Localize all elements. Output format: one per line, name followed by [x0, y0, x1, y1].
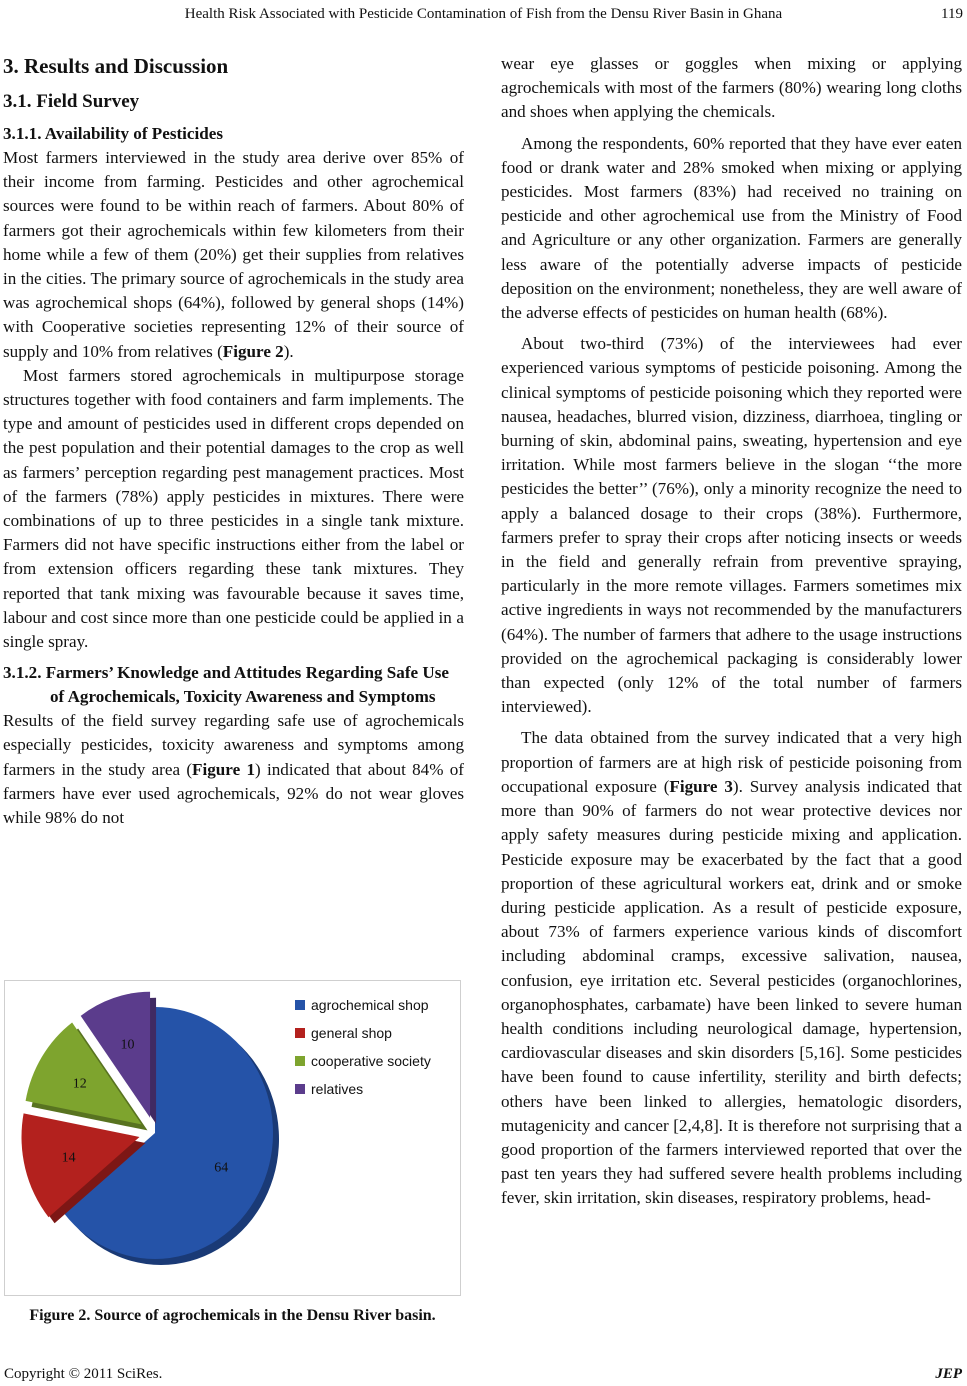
legend-item	[295, 991, 431, 1019]
chart-legend	[295, 991, 431, 1103]
right-column	[501, 52, 962, 1211]
section-heading: 3. Results and Discussion	[3, 54, 229, 78]
pie-slice-label: 10	[120, 1037, 135, 1053]
subsubsection-heading-availability: 3.1.1. Availability of Pesticides	[3, 124, 223, 143]
legend-swatch	[295, 1084, 305, 1094]
legend-label: agrochemical shop	[311, 997, 429, 1013]
legend-label: general shop	[311, 1025, 392, 1041]
pie-slice-label: 14	[61, 1150, 76, 1166]
copyright: Copyright © 2011 SciRes.	[4, 1366, 163, 1382]
figure-caption: Figure 2. Source of agrochemicals in the Densu River basin.	[29, 1307, 436, 1324]
legend-swatch	[295, 1000, 305, 1010]
subsection-heading-field-survey: 3.1. Field Survey	[3, 91, 140, 112]
running-head	[0, 6, 967, 28]
journal-abbrev: JEP	[935, 1366, 962, 1382]
paragraph-protection: wear eye glasses or goggles when mixing or applying agrochemicals with most of the farmers (80%) wearing long cloths and shoes when applying the chemicals.	[501, 54, 962, 122]
legend-swatch	[295, 1056, 305, 1066]
legend-item	[295, 1075, 431, 1103]
pie-slice-label: 64	[214, 1160, 229, 1176]
running-title: Health Risk Associated with Pesticide Contamination of Fish from the Densu River Basin in Ghana	[184, 6, 783, 22]
pie-slice-label: 12	[72, 1076, 87, 1092]
paragraph-training: Among the respondents, 60% reported that they have ever eaten food or drank water and 28% smoked when mixing or applying pesticides. Most farmers (83%) had received no training on pesticide and other agrochemical use from the Ministry of Food and Agriculture or any other organization. Farmers are generally less aware of the potentially adverse impacts of pesticide deposition on the environment; nonetheless, they are well aware of the adverse effects of pesticides on human health (68%).	[501, 133, 962, 323]
paragraph-exposure: The data obtained from the survey indicated that a very high proportion of farmers are at high risk of pesticide poisoning from occupational exposure (Figure 3). Survey analysis indicated that more than 90% of farmers do not wear protective devices nor apply safety measures during pesticide mixing and application. Pesticide exposure may be exacerbated by the fact that a good proportion of these agricultural workers eat, drink and or smoke during pesticide application. As a result of pesticide exposure, about 73% of farmers experience various kinds of discomfort including abdominal cramps, excessive salivation, nausea, confusion, eye irritation etc. Several pesticides (organochlorines, organophosphates, carbamate) have been linked to severe human health conditions including neurological damage, hypertension, cardiovascular diseases and skin disorders [5,16]. Some pesticides have been found to cause infertility, sterility and birth defects; others have been linked to allergies, hematologic disorders, mutagenicity and cancer [2,4,8]. It is therefore not surprising that a good proportion of the farmers interviewed reported that over the past ten years they had suffered severe health problems including fever, skin irritation, skin diseases, respiratory problems, head-	[501, 728, 962, 1208]
page-number: 119	[941, 6, 963, 22]
paragraph-knowledge: Results of the field survey regarding safe use of agrochemicals especially pesticides, toxicity awareness and symptoms among farmers in the study area (Figure 1) indicated that about 84% of farmers have ever used agrochemicals, 92% do not wear gloves while 98% do not	[3, 711, 464, 828]
legend-label: cooperative society	[311, 1053, 431, 1069]
legend-label: relatives	[311, 1081, 364, 1097]
legend-swatch	[295, 1028, 305, 1038]
figure-1-ref[interactable]: Figure 1	[192, 759, 255, 779]
paragraph-availability: Most farmers interviewed in the study area derive over 85% of their income from farming. Pesticides and other agrochemical sources were found to be within reach of farmers. About 80% of farmers got their agrochemicals within few kilometers from their home while a few of them (20%) get their supplies from relatives in the cities. The primary source of agrochemicals in the study area was agrochemical shops (64%), followed by general shops (14%) with Cooperative societies representing 12% of their source of supply and 10% from relatives (Figure 2).	[3, 148, 464, 361]
figure-2-chart	[4, 980, 461, 1296]
paragraph-symptoms: About two-third (73%) of the interviewees had ever experienced various symptoms of pesticide poisoning. Among the clinical symptoms of pesticide poisoning which they reported were nausea, headaches, blurred vision, dizziness, diarrhoea, tingling or burning of skin, abdominal pains, sweating, hypertension and eye irritation. While most farmers believe in the slogan ‘‘the more pesticides the better’’ (76%), only a minority recognize the need to apply a balanced dosage to their crops (38%). Furthermore, farmers prefer to spray their crops after noticing insects or weeds in the field and generally refrain from preventive spraying, particularly in the more remote villages. Farmers sometimes mix active ingredients in ways not recommended by the manufacturers (64%). The number of farmers that adhere to the usage instructions provided on the agrochemical packaging is considerably lower than expected (only 12% of the total number of farmers interviewed).	[501, 334, 962, 717]
legend-item	[295, 1047, 431, 1075]
legend-item	[295, 1019, 431, 1047]
left-column	[3, 52, 464, 830]
figure-2-ref[interactable]: Figure 2	[222, 341, 284, 361]
figure-3-ref[interactable]: Figure 3	[669, 776, 733, 796]
subsubsection-heading-knowledge: 3.1.2. Farmers’ Knowledge and Attitudes Regarding Safe Use of Agrochemicals, Toxicity Awareness and Symptoms	[3, 663, 449, 707]
paragraph-storage: Most farmers stored agrochemicals in multipurpose storage structures together with food containers and farm implements. The type and amount of pesticides used in different crops depended on the pest population and their potential damages to the crop as well as farmers’ perception regarding pest management practices. Most of the farmers (78%) apply pesticides in mixtures. There were combinations of up to three pesticides in a single tank mixture. Farmers did not have specific instructions either from the label or from extension officers regarding these tank mixtures. They reported that tank mixing was favourable because it saves time, labour and cost since more than one pesticide could be applied in a single spray.	[3, 365, 464, 652]
page-footer	[4, 1366, 962, 1383]
